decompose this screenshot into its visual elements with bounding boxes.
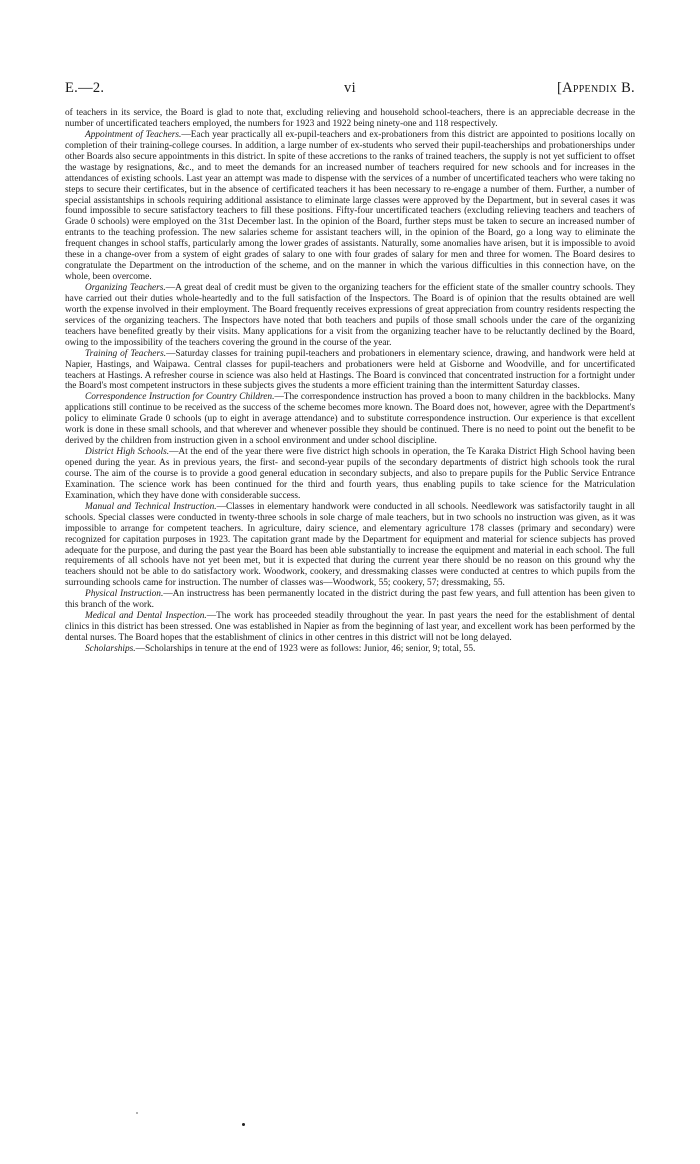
section-heading: Manual and Technical Instruction. — [85, 501, 217, 512]
section-heading: Organizing Teachers. — [85, 283, 166, 293]
scan-speck — [242, 1123, 245, 1126]
paragraph-appointment-of-teachers: Appointment of Teachers.—Each year practically all ex-pupil-teachers and ex-probationers from this district are appointed to positions locally on completion of their training-college courses. In addition, a large number of ex-students who served their pupil-teacherships and probationerships under other Boards also secure appointments in this district. In spite of these accretions to the ranks of trained teachers, the supply is not yet sufficient to offset the wastage by resignations, &c., and to meet the demands for an increased number of teachers required for new schools and for increases in the attendances of existing schools. Last year an attempt was made to dispense with the services of a number of uncertificated teachers who were taking no steps to secure their certificates, but in the absence of certificated teachers it has been necessary to re-engage a number of them. Further, a number of special assistantships in schools requiring additional assistance to eliminate large classes were approved by the Department, but in several cases it was found impossible to secure satisfactory teachers to fill these positions. Fifty-four uncertificated teachers (excluding relieving teachers and teachers of Grade 0 schools) were employed on the 31st December last. In the opinion of the Board, further steps must be taken to secure an increased number of entrants to the teaching profession. The new salaries scheme for assistant teachers will, in the opinion of the Board, go a long way to eliminate the frequent changes in school staffs, particularly among the lower grades of assistants. Naturally, some anomalies have arisen, but it is impossible to avoid these in a change-over from a system of eight grades of salary to one with four grades of salary for men and three for women. The Board desires to congratulate the Department on the introduction of the scheme, and on the manner in which the various difficulties in this connection have, on the whole, been overcome. — [65, 129, 636, 283]
section-heading: Correspondence Instruction for Country Children. — [85, 392, 275, 403]
scan-speck — [136, 1112, 138, 1114]
paragraph-manual-technical-instruction: Manual and Technical Instruction.—Classes in elementary handwork were conducted in all schools. Needlework was satisfactorily taught in all schools. Special classes were conducted in twenty-three schools in sole charge of male teachers, but in two schools no instruction was given, as it was impossible to arrange for competent teachers. In agriculture, dairy science, and elementary agriculture 178 classes (primary and secondary) were recognized for capitation purposes in 1923. The capitation grant made by the Department for equipment and material for science subjects has proved adequate for the purpose, and during the past year the Board has been able substantially to increase the equipment and material in each school. The full requirements of all schools have not yet been met, but it is expected that during the current year there should be no reason on this ground why the teachers should not be able to do satisfactory work. Woodwork, cookery, and dressmaking classes were conducted at centres to which pupils from the surrounding schools came for instruction. The number of classes was—Woodwork, 55; cookery, 57; dressmaking, 55. — [65, 501, 636, 589]
page-number: vi — [344, 80, 356, 96]
paragraph-training-of-teachers: Training of Teachers.—Saturday classes for training pupil-teachers and probationers in elementary science, drawing, and handwork were held at Napier, Hastings, and Waipawa. Central classes for pupil-teachers and probationers were held at Gisborne and Woodville, and for uncertificated teachers at Hastings. A refresher course in science was also held at Hastings. The Board is convinced that concentrated instruction for a fortnight under the Board's most competent instructors in these subjects gives the students a more efficient training than the intermittent Saturday classes. — [65, 348, 635, 392]
section-heading: Appointment of Teachers. — [85, 129, 182, 140]
section-heading: Scholarships. — [85, 643, 136, 654]
paragraph-district-high-schools: District High Schools.—At the end of the year there were five district high schools in operation, the Te Karaka District High School having been opened during the year. As in previous years, the first- and second-year pupils of the secondary departments of district high schools took the rural course. The aim of the course is to provide a good general education in secondary subjects, and also to prepare pupils for the Public Service Entrance Examination. The science work has been continued for the third and fourth years, thus enabling pupils to take science for the Matriculation Examination, which they have done with considerable success. — [65, 447, 635, 501]
section-heading: District High Schools. — [85, 447, 170, 458]
paragraph-correspondence-instruction: Correspondence Instruction for Country Children.—The correspondence instruction has proved a boon to many children in the backblocks. Many applications still continue to be received as the success of the scheme becomes more known. The Board does not, however, agree with the Department's policy to eliminate Grade 0 schools (up to eight in average attendance) and to substitute correspondence instruction. Our experience is that excellent work is done in these small schools, and that wherever and whenever possible they should be continued. There is no need to point out the benefit to be derived by the children from instruction given in a school environment and under school discipline. — [65, 392, 635, 447]
report-body — [65, 108, 635, 655]
paragraph-medical-dental-inspection: Medical and Dental Inspection.—The work has proceeded steadily throughout the year. In past years the need for the establishment of dental clinics in this district has been stressed. One was established in Napier as from the beginning of last year, and excellent work has been performed by the dental nurses. The Board hopes that the establishment of clinics in other centres in this district will not be long delayed. — [65, 611, 636, 643]
document-reference: E.—2. — [65, 80, 105, 96]
appendix-label: [Appendix B. — [556, 80, 635, 96]
section-heading: Physical Instruction. — [85, 589, 164, 600]
page-header — [65, 80, 635, 100]
paragraph-scholarships: Scholarships.—Scholarships in tenure at the end of 1923 were as follows: Junior, 46; senior, 9; total, 55. — [85, 643, 476, 654]
section-heading: Training of Teachers. — [85, 348, 167, 359]
paragraph-teachers-continued: of teachers in its service, the Board is glad to note that, excluding relieving and household school-teachers, there is an appreciable decrease in the number of uncertificated teachers employed, the numbers for 1923 and 1922 being ninety-one and 118 respectively. — [65, 108, 635, 129]
paragraph-physical-instruction: Physical Instruction.—An instructress has been permanently located in the district during the past few years, and full attention has been given to this branch of the work. — [65, 589, 635, 611]
paragraph-organizing-teachers: Organizing Teachers.—A great deal of credit must be given to the organizing teachers for the efficient state of the smaller country schools. They have carried out their duties whole-heartedly and to the full satisfaction of the Inspectors. The Board is of opinion that the results obtained are well worth the expense involved in their employment. The Board frequently receives expressions of great appreciation from country residents respecting the services of the organizing teachers. The Inspectors have noted that both teachers and pupils of those small schools under the care of the organizing teachers have benefited greatly by their visits. Many applications for a visit from the organizing teacher have to be reluctantly declined by the Board, owing to the impossibility of the teachers covering the ground in the course of the year. — [65, 283, 635, 348]
section-heading: Medical and Dental Inspection. — [85, 611, 207, 622]
